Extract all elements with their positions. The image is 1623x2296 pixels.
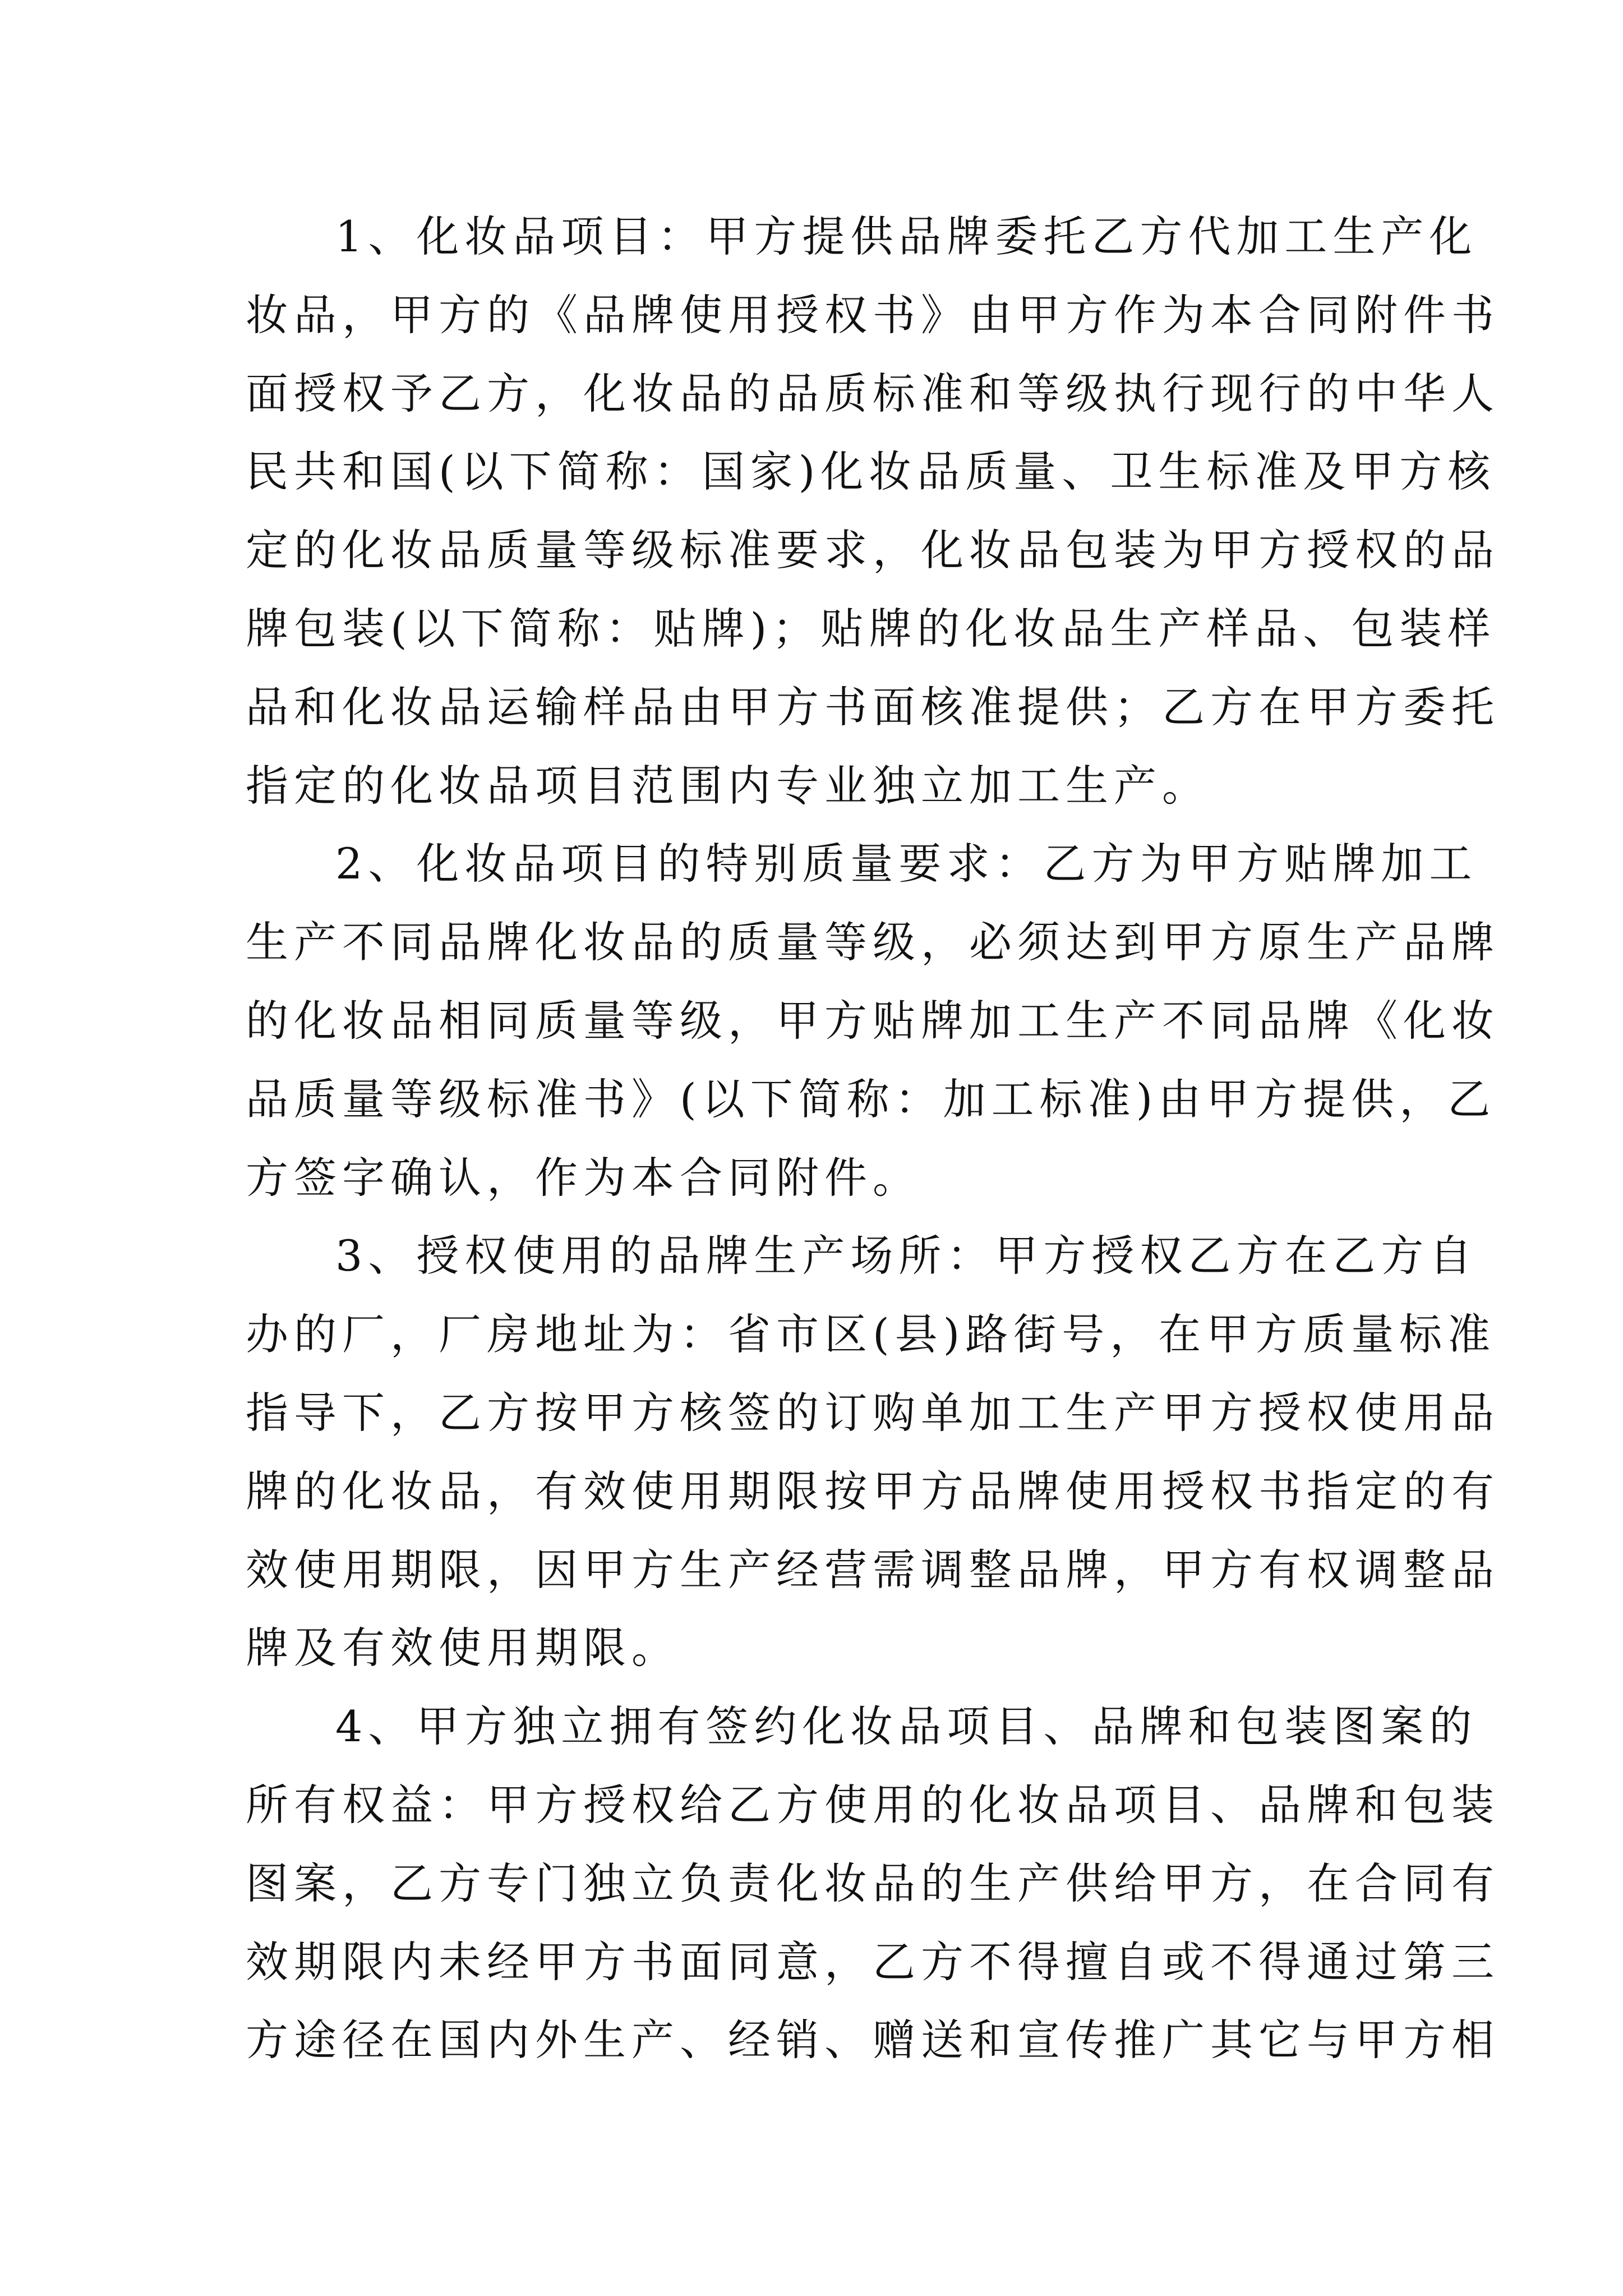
- text-line: 牌及有效使用期限。: [246, 1623, 680, 1673]
- text-line: 牌的化妆品，有效使用期限按甲方品牌使用授权书指定的有: [246, 1466, 1500, 1516]
- text-line: 2、化妆品项目的特别质量要求：乙方为甲方贴牌加工: [335, 839, 1478, 889]
- text-line: 指定的化妆品项目范围内专业独立加工生产。: [246, 760, 1210, 811]
- text-line: 3、授权使用的品牌生产场所：甲方授权乙方在乙方自: [335, 1231, 1478, 1281]
- text-line: 民共和国(以下简称：国家)化妆品质量、卫生标准及甲方核: [246, 447, 1496, 497]
- text-line: 牌包装(以下简称：贴牌)；贴牌的化妆品生产样品、包装样: [246, 603, 1496, 654]
- text-line: 品和化妆品运输样品由甲方书面核准提供；乙方在甲方委托: [246, 682, 1500, 732]
- text-line: 方途径在国内外生产、经销、赠送和宣传推广其它与甲方相: [246, 2015, 1500, 2065]
- text-line: 妆品，甲方的《品牌使用授权书》由甲方作为本合同附件书: [246, 289, 1500, 340]
- contract-text: [246, 197, 1500, 2079]
- text-line: 方签字确认，作为本合同附件。: [246, 1152, 921, 1203]
- text-line: 办的厂，厂房地址为：省市区(县)路街号，在甲方质量标准: [246, 1309, 1496, 1360]
- text-line: 所有权益：甲方授权给乙方使用的化妆品项目、品牌和包装: [246, 1779, 1500, 1830]
- text-line: 1、化妆品项目：甲方提供品牌委托乙方代加工生产化: [335, 211, 1478, 261]
- text-line: 品质量等级标准书》(以下简称：加工标准)由甲方提供，乙: [246, 1074, 1496, 1124]
- text-line: 指导下，乙方按甲方核签的订购单加工生产甲方授权使用品: [246, 1387, 1500, 1438]
- text-line: 定的化妆品质量等级标准要求，化妆品包装为甲方授权的品: [246, 525, 1500, 576]
- text-line: 生产不同品牌化妆品的质量等级，必须达到甲方原生产品牌: [246, 917, 1500, 968]
- clause-1-paragraph: [246, 197, 1500, 825]
- clause-2-paragraph: [246, 825, 1500, 1217]
- text-line: 图案，乙方专门独立负责化妆品的生产供给甲方，在合同有: [246, 1858, 1500, 1908]
- text-line: 面授权予乙方，化妆品的品质标准和等级执行现行的中华人: [246, 368, 1500, 418]
- text-line: 的化妆品相同质量等级，甲方贴牌加工生产不同品牌《化妆: [246, 995, 1500, 1046]
- text-line: 效使用期限，因甲方生产经营需调整品牌，甲方有权调整品: [246, 1544, 1500, 1595]
- text-line: 效期限内未经甲方书面同意，乙方不得擅自或不得通过第三: [246, 1936, 1500, 1987]
- clause-4-paragraph: [246, 1687, 1500, 2079]
- text-line: 4、甲方独立拥有签约化妆品项目、品牌和包装图案的: [335, 1701, 1478, 1752]
- clause-3-paragraph: [246, 1217, 1500, 1687]
